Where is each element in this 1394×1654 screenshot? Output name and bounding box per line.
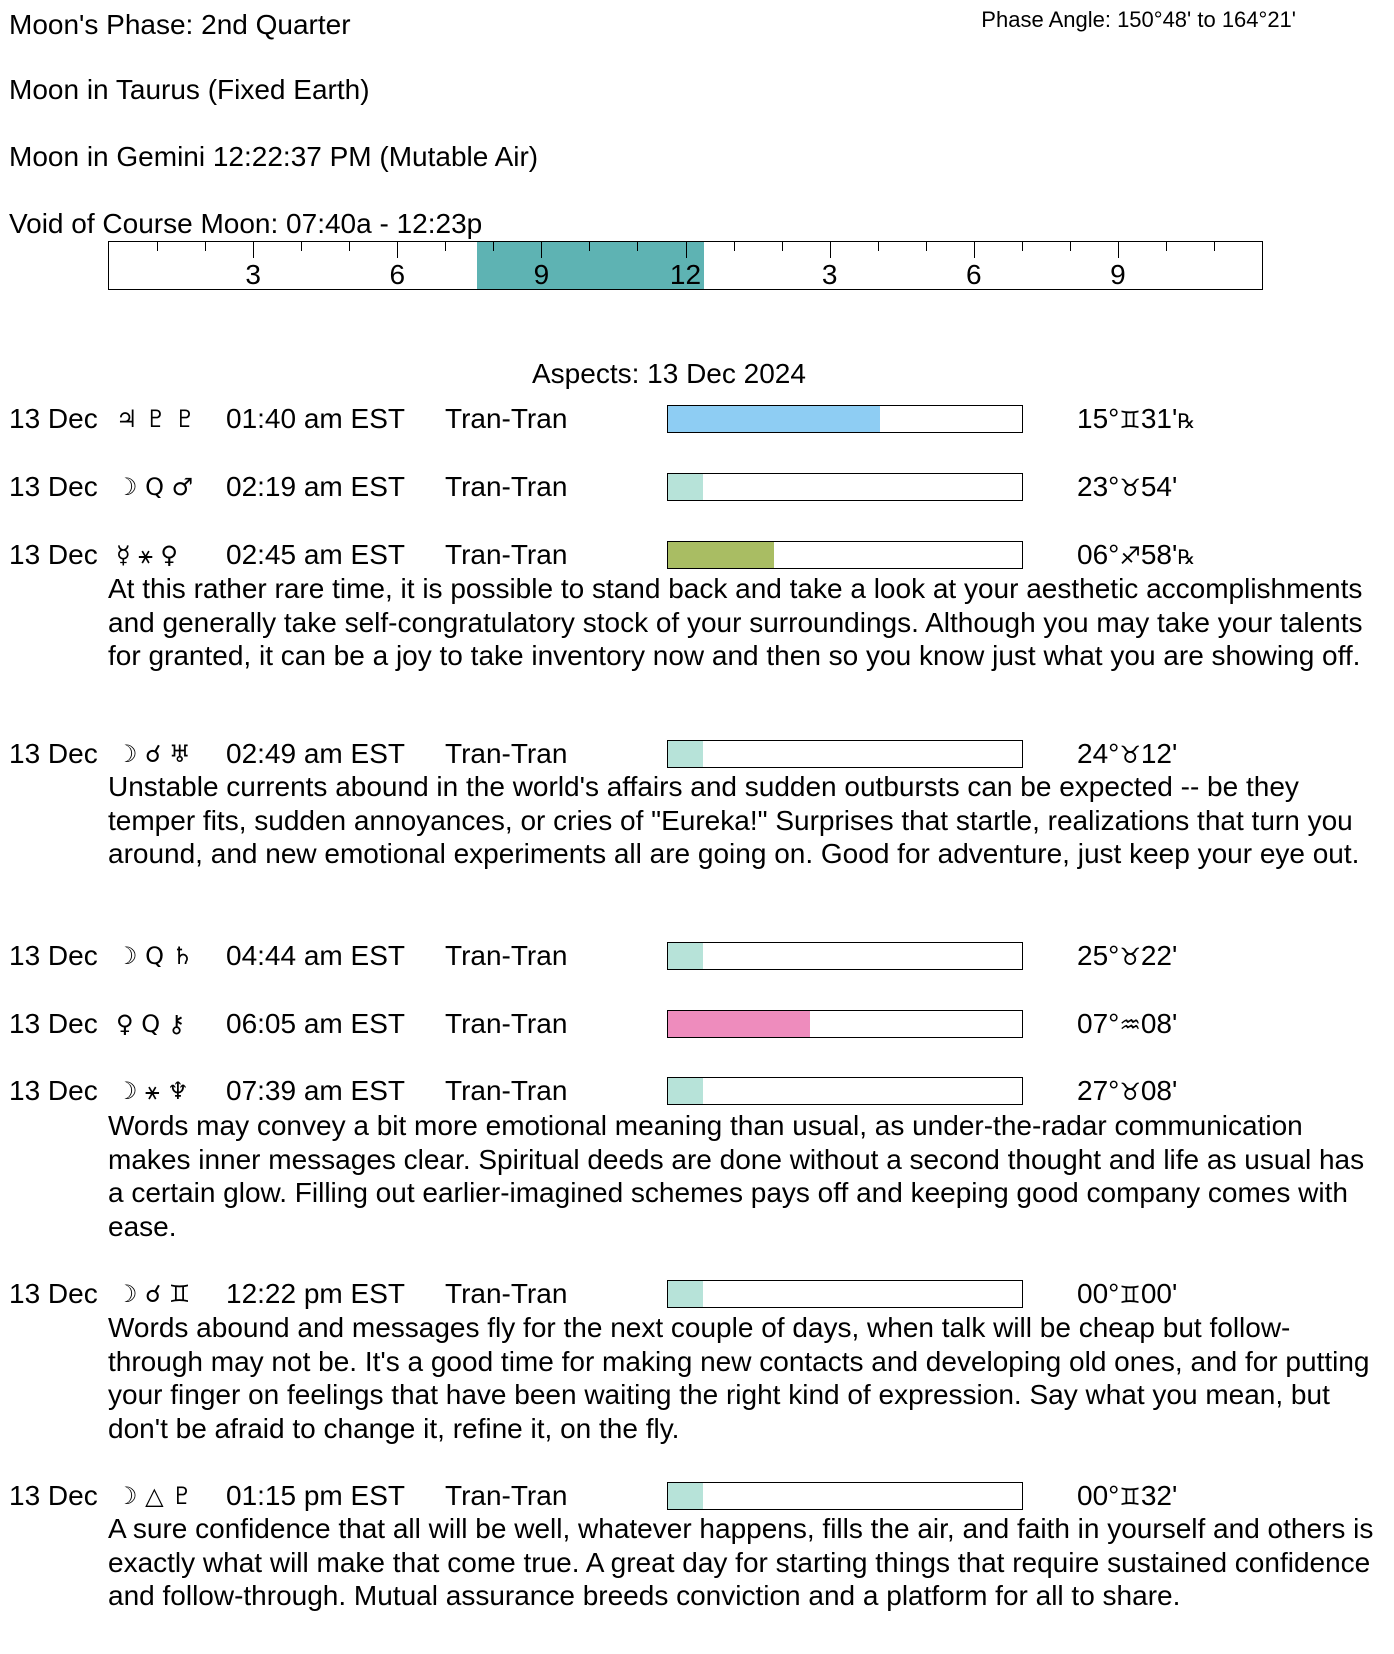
- aspect-degree: 00°: [1077, 1278, 1120, 1309]
- aspect-glyphs-icon: ☽ Q ♄: [116, 942, 194, 970]
- aspect-position: [1077, 737, 1177, 773]
- aspect-row: [0, 1074, 1394, 1108]
- aspect-position: [1077, 538, 1195, 574]
- aspect-interpretation: Words may convey a bit more emotional meaning than usual, as under-the-radar communication makes inner messages clear. Spiritual deeds are done without a second thought and life as usual has a certain glow. Filling out earlier-imagined schemes pays off and keeping good company comes with ease.: [108, 1110, 1365, 1242]
- aspect-position: [1077, 402, 1195, 438]
- moon-phase: Moon's Phase: 2nd Quarter: [9, 9, 351, 40]
- aspect-glyphs-icon: ☽ ⚹ ♆: [116, 1077, 189, 1105]
- aspect-glyphs-icon: ♃ ♇ ♇: [116, 405, 196, 433]
- retrograde-icon: ℞: [1177, 409, 1196, 433]
- timeline-hour-label: 3: [245, 259, 261, 290]
- aspect-strength-fill: [668, 542, 774, 568]
- timeline-tick: [445, 242, 446, 251]
- aspect-strength-fill: [668, 1011, 810, 1037]
- aspect-minutes: 12': [1140, 738, 1178, 769]
- aspect-position: [1077, 470, 1177, 506]
- aspect-date: 13 Dec: [9, 1480, 98, 1511]
- aspect-strength-bar: [667, 942, 1023, 970]
- zodiac-sign-icon: ♊: [1119, 1483, 1141, 1511]
- aspect-minutes: 22': [1140, 940, 1178, 971]
- aspect-row: [0, 1007, 1394, 1041]
- zodiac-sign-icon: ♊: [1119, 1281, 1141, 1309]
- aspect-position: [1077, 1479, 1177, 1515]
- timeline-tick: [782, 242, 783, 251]
- aspect-kind: Tran-Tran: [445, 940, 568, 971]
- zodiac-sign-icon: ♉: [1119, 943, 1141, 971]
- aspect-glyphs-icon: ☽ ☌ ♅: [116, 740, 191, 768]
- aspect-interpretation: Unstable currents abound in the world's affairs and sudden outbursts can be expected -- be they temper fits, sudden annoyances, or cries of "Eureka!" Surprises that startle, realizations that turn you around, and new emotional experiments all are going on. Good for adventure, just keep your eye out.: [108, 771, 1360, 869]
- aspect-strength-fill: [668, 741, 703, 767]
- aspect-date: 13 Dec: [9, 1008, 98, 1039]
- timeline-hour-label: 9: [1110, 259, 1126, 290]
- void-of-course: Void of Course Moon: 07:40a - 12:23p: [9, 208, 483, 239]
- aspect-time: 02:45 am EST: [226, 539, 405, 570]
- timeline-tick: [830, 242, 831, 258]
- zodiac-sign-icon: ♒: [1119, 1011, 1141, 1039]
- aspect-position: [1077, 1074, 1177, 1110]
- aspect-date: 13 Dec: [9, 738, 98, 769]
- aspect-kind: Tran-Tran: [445, 1008, 568, 1039]
- timeline-tick: [974, 242, 975, 258]
- aspect-position: [1077, 1007, 1177, 1043]
- timeline-hour-label: 9: [533, 259, 550, 290]
- zodiac-sign-icon: ♉: [1119, 474, 1141, 502]
- aspect-position: [1077, 1277, 1177, 1313]
- zodiac-sign-icon: ♉: [1119, 741, 1141, 769]
- aspect-interpretation: Words abound and messages fly for the next couple of days, when talk will be cheap but follow-through may not be. It's a good time for making new contacts and developing old ones, and for putting your finger on feelings that have been waiting the right kind of expression. Say what you mean, but don't be afraid to change it, refine it, on the fly.: [108, 1312, 1370, 1444]
- timeline-tick: [205, 242, 206, 251]
- aspect-date: 13 Dec: [9, 403, 98, 434]
- aspect-strength-bar: [667, 1280, 1023, 1308]
- timeline-tick: [493, 242, 494, 251]
- timeline-tick: [1070, 242, 1071, 251]
- timeline-tick: [878, 242, 879, 251]
- timeline-tick: [1214, 242, 1215, 251]
- aspect-date: 13 Dec: [9, 940, 98, 971]
- aspect-date: 13 Dec: [9, 1278, 98, 1309]
- aspect-row: [0, 402, 1394, 436]
- aspect-date: 13 Dec: [9, 539, 98, 570]
- aspect-interpretation: At this rather rare time, it is possible to stand back and take a look at your aesthetic accomplishments and generally take self-congratulatory stock of your surroundings. Although you may take your talents for granted, it can be a joy to take inventory now and then so you know just what you are showing off.: [108, 573, 1363, 671]
- aspect-minutes: 00': [1140, 1278, 1178, 1309]
- aspect-kind: Tran-Tran: [445, 539, 568, 570]
- aspect-glyphs-icon: ☿ ⚹ ♀: [116, 541, 178, 569]
- aspect-minutes: 58': [1140, 539, 1178, 570]
- phase-angle: Phase Angle: 150°48' to 164°21': [981, 7, 1296, 32]
- aspect-degree: 15°: [1077, 403, 1120, 434]
- timeline-tick: [926, 242, 927, 251]
- timeline-tick: [1022, 242, 1023, 251]
- aspect-strength-bar: [667, 473, 1023, 501]
- aspect-time: 04:44 am EST: [226, 940, 405, 971]
- aspect-strength-bar: [667, 1077, 1023, 1105]
- aspect-time: 01:40 am EST: [226, 403, 405, 434]
- aspect-kind: Tran-Tran: [445, 1075, 568, 1106]
- aspect-kind: Tran-Tran: [445, 403, 568, 434]
- timeline-tick: [589, 242, 590, 251]
- zodiac-sign-icon: ♐: [1119, 542, 1141, 570]
- aspect-degree: 00°: [1077, 1480, 1120, 1511]
- timeline-tick: [734, 242, 735, 251]
- timeline-tick: [637, 242, 638, 251]
- aspect-minutes: 54': [1140, 471, 1178, 502]
- aspect-date: 13 Dec: [9, 1075, 98, 1106]
- aspect-row: [0, 737, 1394, 771]
- aspect-strength-fill: [668, 406, 880, 432]
- aspect-time: 01:15 pm EST: [226, 1480, 405, 1511]
- timeline-tick: [1166, 242, 1167, 251]
- aspect-time: 02:19 am EST: [226, 471, 405, 502]
- aspect-strength-bar: [667, 1010, 1023, 1038]
- aspect-kind: Tran-Tran: [445, 471, 568, 502]
- void-of-course-timeline: [108, 241, 1263, 290]
- aspect-degree: 07°: [1077, 1008, 1120, 1039]
- aspect-minutes: 08': [1140, 1008, 1178, 1039]
- aspect-interpretation: A sure confidence that all will be well, whatever happens, fills the air, and faith in yourself and others is exactly what will make that come true. A great day for starting things that require sustained confidence and follow-through. Mutual assurance breeds conviction and a platform for all to share.: [108, 1513, 1374, 1611]
- aspect-minutes: 32': [1140, 1480, 1178, 1511]
- aspect-time: 12:22 pm EST: [226, 1278, 405, 1309]
- aspect-degree: 06°: [1077, 539, 1120, 570]
- aspect-strength-fill: [668, 1078, 703, 1104]
- timeline-hour-label: 6: [389, 259, 406, 290]
- aspect-kind: Tran-Tran: [445, 1278, 568, 1309]
- aspect-minutes: 08': [1140, 1075, 1178, 1106]
- aspect-strength-bar: [667, 405, 1023, 433]
- aspect-degree: 24°: [1077, 738, 1120, 769]
- timeline-tick: [541, 242, 542, 258]
- aspect-row: [0, 470, 1394, 504]
- timeline-tick: [1118, 242, 1119, 258]
- retrograde-icon: ℞: [1177, 545, 1196, 569]
- aspect-strength-fill: [668, 1281, 703, 1307]
- aspect-strength-fill: [668, 943, 703, 969]
- aspect-glyphs-icon: ☽ △ ♇: [116, 1482, 193, 1510]
- zodiac-sign-icon: ♊: [1119, 406, 1141, 434]
- aspects-title: Aspects: 13 Dec 2024: [532, 358, 806, 389]
- aspect-strength-fill: [668, 474, 703, 500]
- timeline-hour-label: 12: [669, 259, 702, 290]
- aspect-kind: Tran-Tran: [445, 1480, 568, 1511]
- zodiac-sign-icon: ♉: [1119, 1078, 1141, 1106]
- aspect-row: [0, 1277, 1394, 1311]
- aspect-row: [0, 538, 1394, 572]
- aspect-position: [1077, 939, 1177, 975]
- aspect-degree: 25°: [1077, 940, 1120, 971]
- aspect-strength-fill: [668, 1483, 703, 1509]
- aspect-row: [0, 939, 1394, 973]
- aspect-strength-bar: [667, 541, 1023, 569]
- aspect-row: [0, 1479, 1394, 1513]
- timeline-tick: [301, 242, 302, 251]
- aspect-glyphs-icon: ☽ Q ♂: [116, 473, 194, 501]
- aspect-strength-bar: [667, 740, 1023, 768]
- aspect-strength-bar: [667, 1482, 1023, 1510]
- timeline-tick: [253, 242, 254, 258]
- moon-sign-taurus: Moon in Taurus (Fixed Earth): [9, 74, 370, 105]
- aspect-time: 07:39 am EST: [226, 1075, 405, 1106]
- aspect-glyphs-icon: ☽ ☌ ♊: [116, 1280, 191, 1308]
- aspect-time: 02:49 am EST: [226, 738, 405, 769]
- aspect-kind: Tran-Tran: [445, 738, 568, 769]
- timeline-tick: [157, 242, 158, 251]
- aspect-time: 06:05 am EST: [226, 1008, 405, 1039]
- timeline-tick: [686, 242, 687, 258]
- moon-sign-gemini: Moon in Gemini 12:22:37 PM (Mutable Air): [9, 141, 539, 172]
- aspect-date: 13 Dec: [9, 471, 98, 502]
- timeline-tick: [349, 242, 350, 251]
- aspect-glyphs-icon: ♀ Q ⚷: [116, 1010, 186, 1038]
- aspect-degree: 23°: [1077, 471, 1120, 502]
- timeline-hour-label: 6: [965, 259, 982, 290]
- timeline-hour-label: 3: [821, 259, 838, 290]
- timeline-tick: [397, 242, 398, 258]
- aspect-degree: 27°: [1077, 1075, 1120, 1106]
- aspect-minutes: 31': [1140, 403, 1178, 434]
